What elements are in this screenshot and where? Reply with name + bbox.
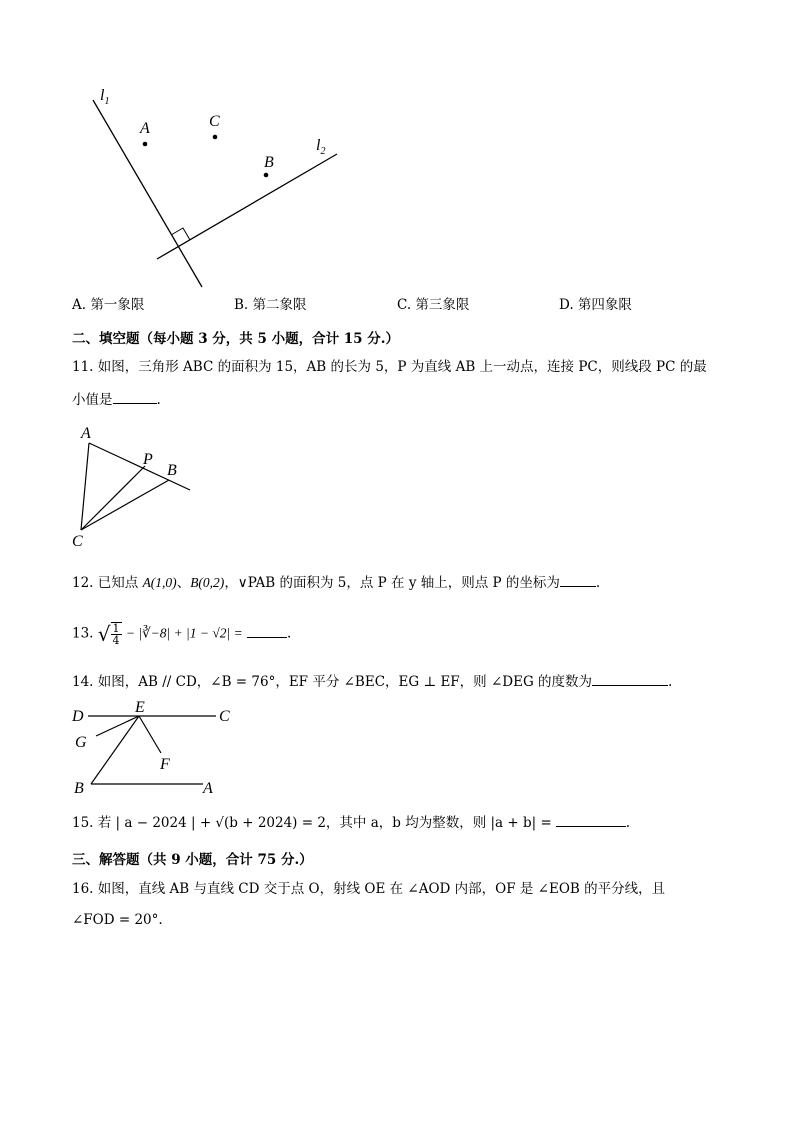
q10-option-b: B. 第二象限: [234, 297, 307, 313]
triangle-abc-figure: [66, 420, 206, 555]
q12-text: 12. 已知点 A(1,0)、B(0,2)，∨PAB 的面积为 5，点 P 在 y 轴上，则点 P 的坐标为 .: [72, 572, 600, 592]
label-a: A: [140, 120, 150, 137]
q16-line1: 16. 如图，直线 AB 与直线 CD 交于点 O，射线 OE 在 ∠AOD 内部，OF 是 ∠EOB 的平分线，且: [72, 881, 666, 897]
label-a: A: [81, 425, 91, 442]
label-l2: $l_2$: [316, 137, 326, 157]
label-l1: $l_1$: [100, 87, 110, 107]
label-d: D: [72, 708, 84, 725]
q14-text: 14. 如图，AB // CD，∠B = 76°，EF 平分 ∠BEC，EG ⊥ EF，则 ∠DEG 的度数为 .: [72, 671, 672, 691]
label-c: C: [219, 708, 230, 725]
answer-blank-q12[interactable]: [560, 572, 596, 587]
line-l2: [157, 154, 337, 259]
q13-text: 13. √ $\frac{1}{4}$ − |∛−8| + |1 − √2| = .: [72, 622, 292, 647]
q10-option-d: D. 第四象限: [559, 297, 632, 313]
label-c: C: [209, 113, 220, 130]
label-b: B: [74, 780, 84, 797]
q11-line2: 小值是 .: [72, 389, 161, 409]
parallel-lines-figure: [66, 696, 236, 798]
q11-line1: 11. 如图，三角形 ABC 的面积为 15，AB 的长为 5，P 为直线 AB 上一动点，连接 PC，则线段 PC 的最: [72, 359, 707, 375]
answer-blank-q11[interactable]: [113, 389, 157, 404]
answer-blank-q14[interactable]: [592, 671, 668, 686]
answer-blank-q13[interactable]: [247, 623, 287, 638]
q16-line2: ∠FOD = 20°.: [72, 912, 163, 928]
q15-text: 15. 若 | a − 2024 | + √(b + 2024) = 2，其中 a，b 均为整数，则 |a + b| = .: [72, 812, 630, 832]
q10-option-a: A. 第一象限: [72, 297, 145, 313]
point-a: [143, 142, 148, 147]
label-p: P: [143, 451, 153, 468]
section2-title: 二、填空题（每小题 3 分，共 5 小题，合计 15 分.）: [72, 331, 399, 347]
answer-blank-q15[interactable]: [556, 812, 626, 827]
q10-option-c: C. 第三象限: [397, 297, 470, 313]
label-b: B: [264, 154, 274, 171]
label-e: E: [135, 699, 145, 716]
label-f: F: [160, 756, 170, 773]
point-c: [213, 135, 218, 140]
label-a: A: [203, 780, 213, 797]
section3-title: 三、解答题（共 9 小题，合计 75 分.）: [72, 852, 313, 868]
point-b: [264, 173, 269, 178]
label-b: B: [167, 462, 177, 479]
perpendicular-lines-figure: [80, 80, 360, 295]
label-c: C: [72, 533, 83, 550]
label-g: G: [75, 734, 87, 751]
